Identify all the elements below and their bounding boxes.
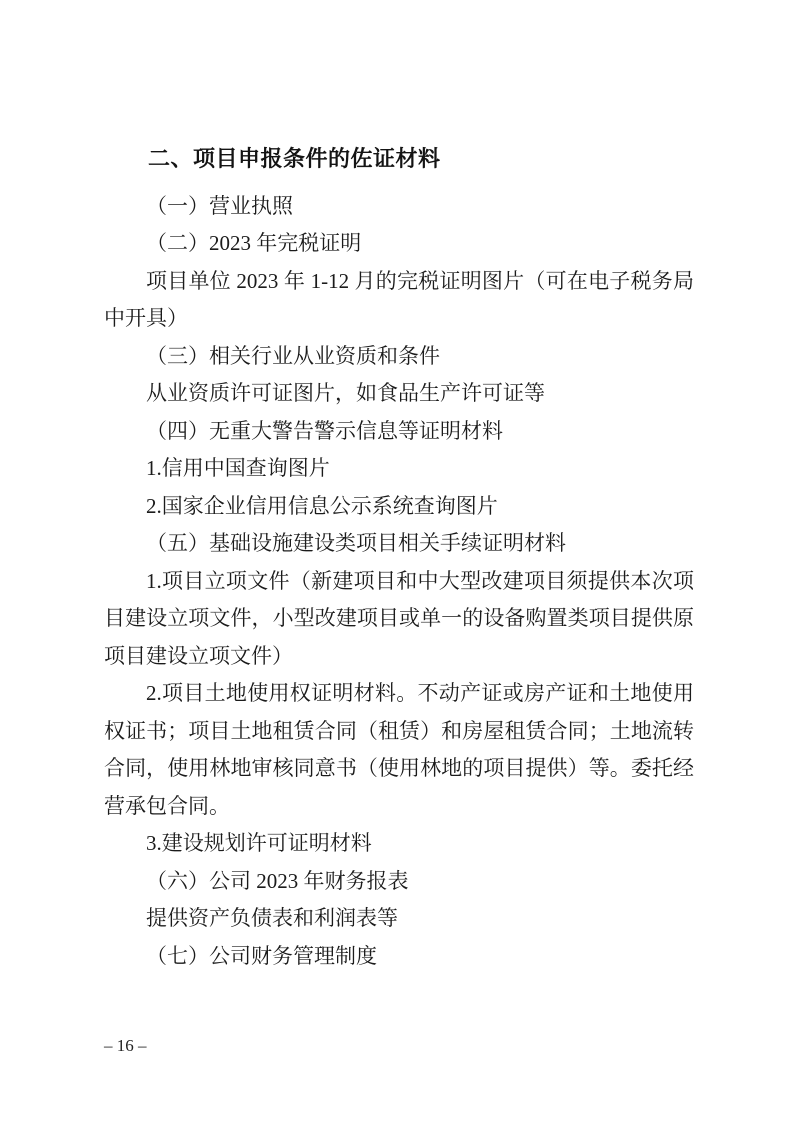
document-paragraph: （六）公司 2023 年财务报表 bbox=[146, 868, 409, 893]
document-paragraph: （一）营业执照 bbox=[146, 193, 293, 218]
document-paragraph: （五）基础设施建设类项目相关手续证明材料 bbox=[146, 531, 566, 555]
document-paragraph: （四）无重大警告警示信息等证明材料 bbox=[146, 418, 503, 443]
document-paragraph: 提供资产负债表和利润表等 bbox=[146, 906, 398, 930]
document-body bbox=[104, 140, 694, 975]
document-paragraph: （三）相关行业从业资质和条件 bbox=[146, 343, 440, 368]
document-paragraph: 项目单位 2023 年 1-12 月的完税证明图片（可在电子税务局中开具） bbox=[104, 268, 694, 330]
section-heading: 二、项目申报条件的佐证材料 bbox=[148, 146, 441, 171]
page-number: – 16 – bbox=[104, 1036, 147, 1055]
document-paragraph: （七）公司财务管理制度 bbox=[146, 943, 377, 968]
document-paragraph: 3.建设规划许可证明材料 bbox=[146, 831, 372, 855]
document-paragraph: 2.项目土地使用权证明材料。不动产证或房产证和土地使用权证书；项目土地租赁合同（租赁）和房屋租赁合同；土地流转合同，使用林地审核同意书（使用林地的项目提供）等。委托经营承包合同。 bbox=[104, 681, 694, 818]
document-paragraph: 1.信用中国查询图片 bbox=[146, 456, 330, 480]
document-paragraph: 从业资质许可证图片，如食品生产许可证等 bbox=[146, 381, 545, 405]
document-paragraph: 1.项目立项文件（新建项目和中大型改建项目须提供本次项目建设立项文件，小型改建项目或单一的设备购置类项目提供原项目建设立项文件） bbox=[104, 568, 694, 668]
document-paragraph: 2.国家企业信用信息公示系统查询图片 bbox=[146, 493, 498, 518]
document-paragraph: （二）2023 年完税证明 bbox=[146, 231, 362, 255]
